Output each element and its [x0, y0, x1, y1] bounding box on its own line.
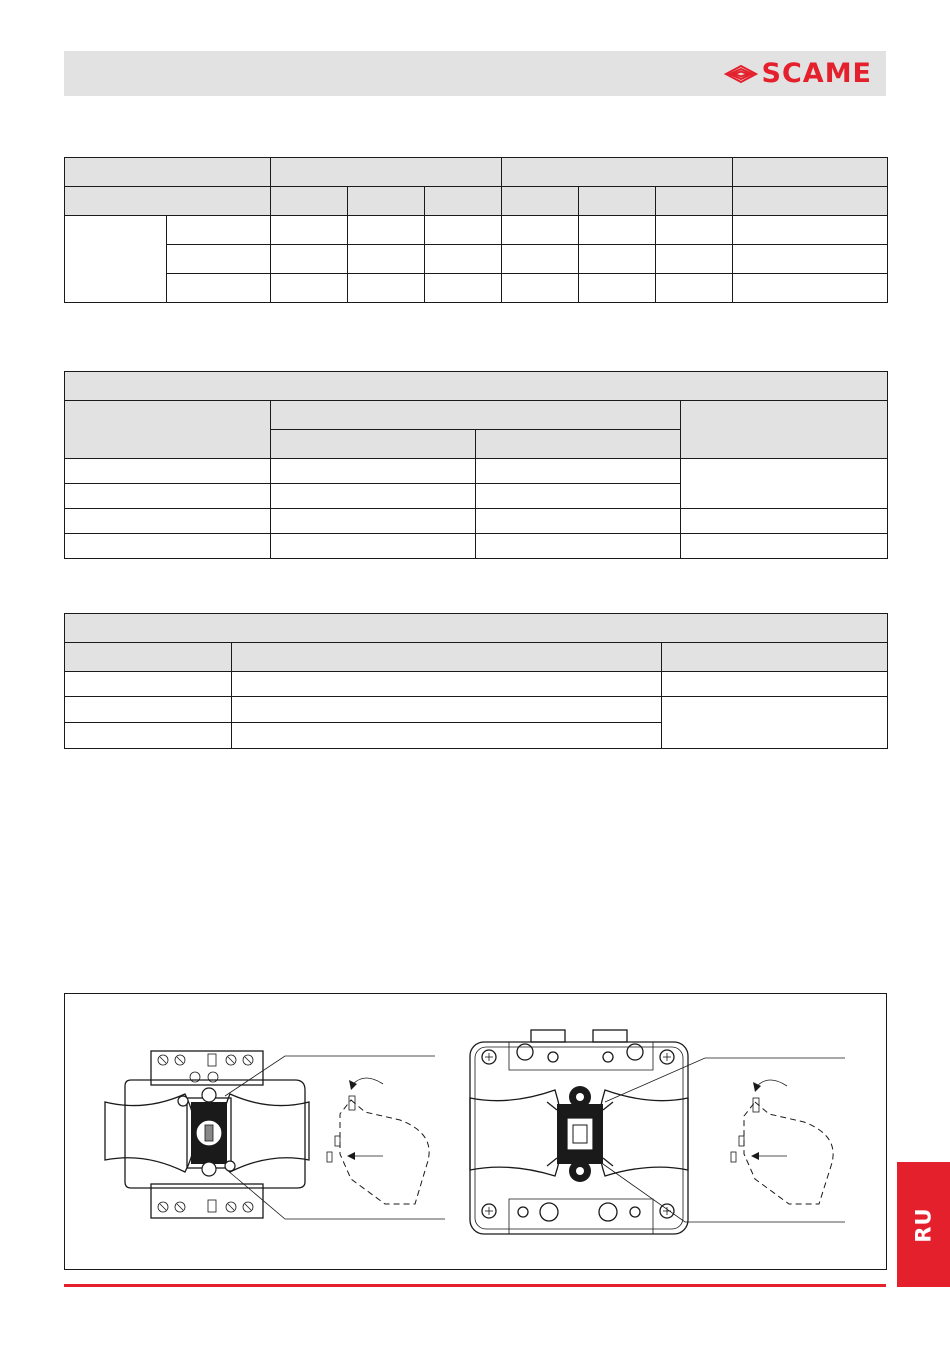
table-2 — [64, 371, 888, 559]
table-row — [65, 459, 888, 484]
table-row — [65, 672, 888, 697]
scame-logo — [724, 60, 872, 88]
table-cell — [476, 459, 681, 484]
table-cell — [425, 274, 502, 303]
table-cell — [681, 509, 888, 534]
table-cell — [65, 372, 888, 401]
table-cell — [656, 245, 733, 274]
figure-box — [64, 993, 887, 1270]
language-tab[interactable] — [897, 1162, 950, 1287]
table-cell — [65, 401, 271, 459]
table-cell — [476, 509, 681, 534]
table-cell — [65, 672, 232, 697]
table-cell — [271, 158, 502, 187]
scame-logo-icon — [724, 62, 758, 86]
table-cell — [232, 697, 662, 723]
table-cell — [271, 484, 476, 509]
table-cell — [681, 401, 888, 459]
table-cell — [502, 245, 579, 274]
table-cell — [476, 534, 681, 559]
language-tab-label: RU — [911, 1206, 936, 1243]
table-cell — [733, 245, 888, 274]
table-cell — [425, 245, 502, 274]
table-cell — [348, 187, 425, 216]
table-cell — [271, 430, 476, 459]
table-cell — [579, 187, 656, 216]
table-cell — [65, 723, 232, 749]
table-cell — [65, 509, 271, 534]
table-cell — [733, 158, 888, 187]
table-cell — [271, 274, 348, 303]
left-device-drawing — [105, 1051, 445, 1219]
table-1 — [64, 157, 888, 303]
table-cell — [348, 274, 425, 303]
table-cell — [271, 245, 348, 274]
table-row — [65, 614, 888, 643]
table-cell — [348, 216, 425, 245]
table-cell — [271, 459, 476, 484]
terminal-screw-icon — [158, 1200, 253, 1212]
footer-divider — [64, 1284, 886, 1287]
table-cell — [167, 216, 271, 245]
table-cell — [65, 158, 271, 187]
table-cell — [733, 216, 888, 245]
table-cell — [65, 187, 271, 216]
table-cell — [271, 534, 476, 559]
table-cell — [425, 216, 502, 245]
right-device-drawing — [470, 1030, 845, 1234]
table-cell — [662, 697, 888, 749]
table-cell — [502, 187, 579, 216]
rotation-arrow-icon — [327, 1078, 429, 1204]
table-cell — [502, 158, 733, 187]
table-cell — [232, 723, 662, 749]
table-cell — [733, 274, 888, 303]
table-row — [65, 401, 888, 430]
table-cell — [476, 484, 681, 509]
table-cell — [167, 274, 271, 303]
table-row — [65, 158, 888, 187]
technical-drawings — [65, 994, 886, 1269]
table-row — [65, 509, 888, 534]
table-cell — [656, 274, 733, 303]
table-cell — [65, 534, 271, 559]
terminal-screw-icon — [158, 1054, 253, 1082]
table-cell — [65, 459, 271, 484]
table-row — [65, 245, 888, 274]
table-3 — [64, 613, 888, 749]
table-cell — [476, 430, 681, 459]
table-row — [65, 187, 888, 216]
table-row — [65, 372, 888, 401]
table-cell — [662, 672, 888, 697]
table-cell — [65, 697, 232, 723]
table-row — [65, 534, 888, 559]
table-cell — [271, 216, 348, 245]
table-cell — [232, 672, 662, 697]
table-row — [65, 643, 888, 672]
rotation-arrow-icon — [731, 1080, 833, 1204]
table-cell — [579, 274, 656, 303]
table-cell — [348, 245, 425, 274]
table-cell — [65, 216, 167, 303]
table-cell — [662, 643, 888, 672]
table-cell — [425, 187, 502, 216]
table-cell — [579, 216, 656, 245]
table-row — [65, 274, 888, 303]
table-cell — [271, 187, 348, 216]
table-row — [65, 697, 888, 723]
table-cell — [656, 216, 733, 245]
header-bar — [64, 51, 886, 96]
table-cell — [167, 245, 271, 274]
table-cell — [656, 187, 733, 216]
table-cell — [232, 643, 662, 672]
table-cell — [271, 401, 681, 430]
table-cell — [65, 643, 232, 672]
table-cell — [502, 274, 579, 303]
table-cell — [271, 509, 476, 534]
table-cell — [579, 245, 656, 274]
table-cell — [65, 614, 888, 643]
table-cell — [681, 534, 888, 559]
table-row — [65, 216, 888, 245]
table-cell — [65, 484, 271, 509]
table-cell — [502, 216, 579, 245]
scame-logo-text: SCAME — [761, 58, 872, 89]
table-cell — [681, 459, 888, 509]
table-cell — [733, 187, 888, 216]
